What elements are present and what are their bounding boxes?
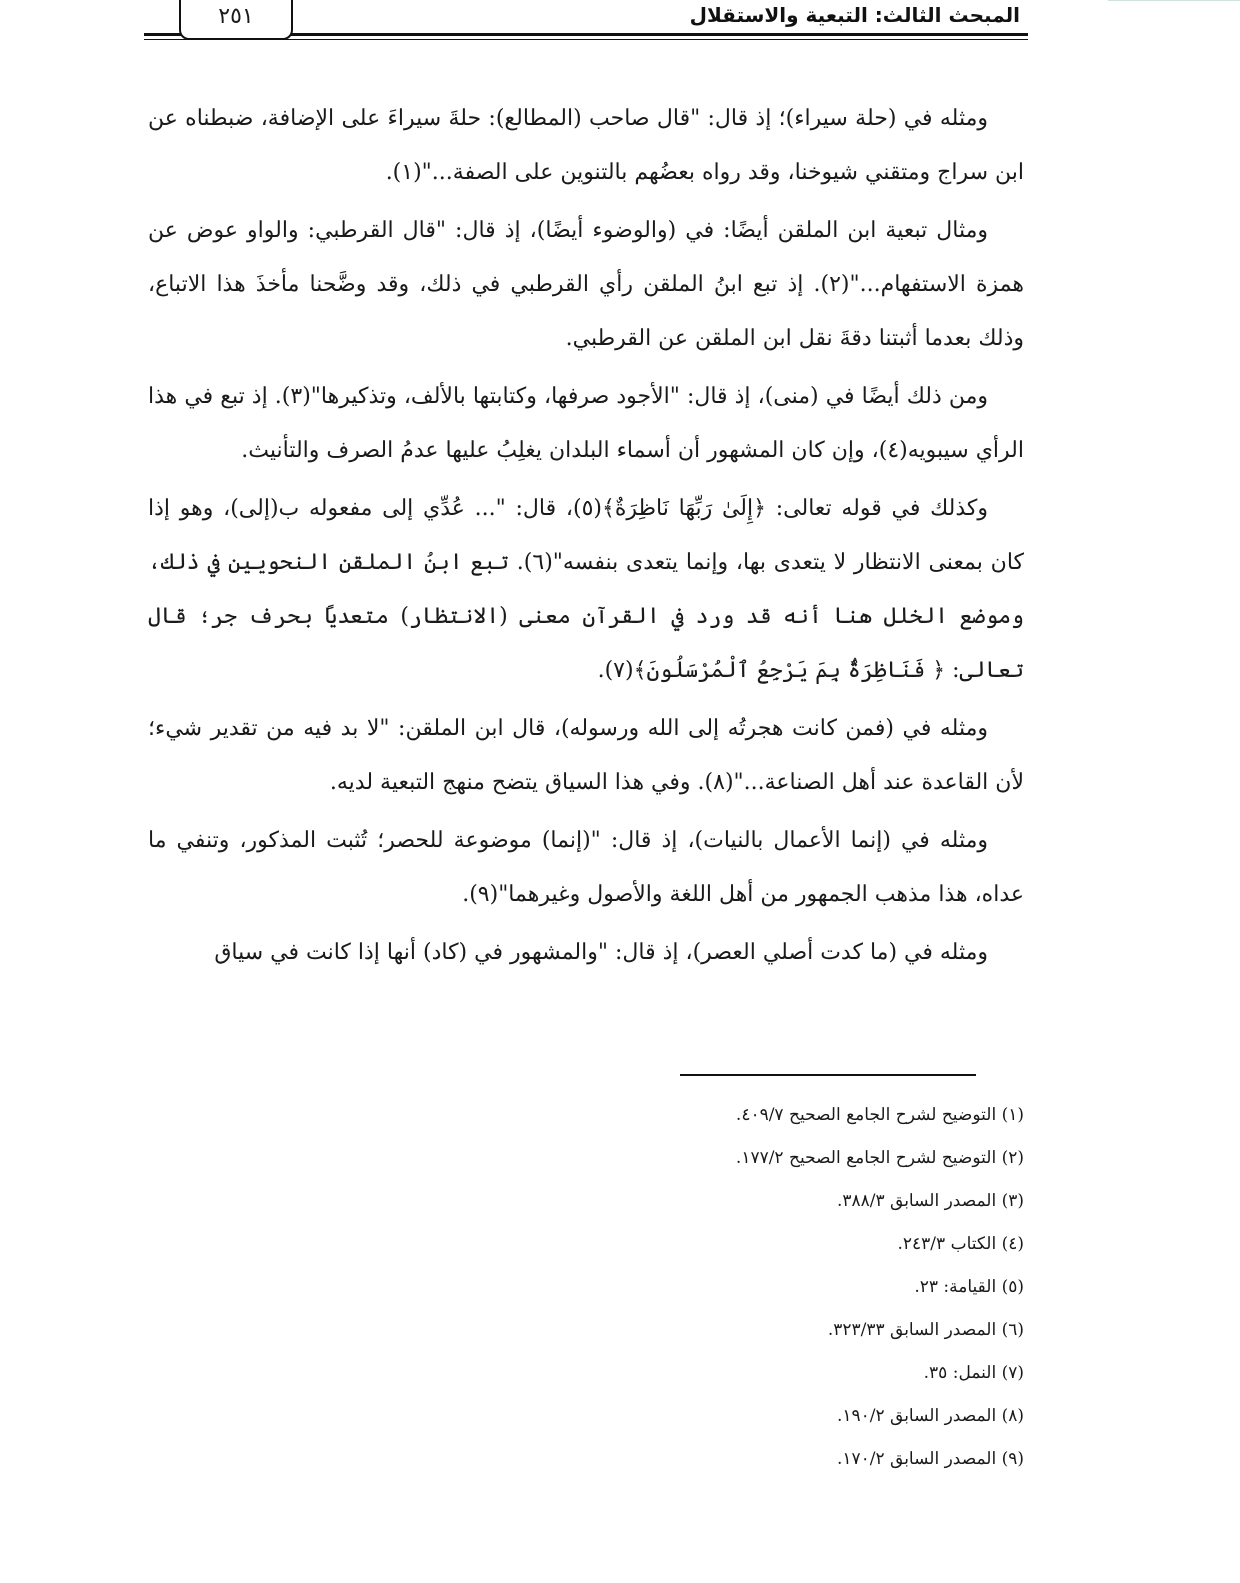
- paragraph: ومثله في (إنما الأعمال بالنيات)، إذ قال: "(إنما) موضوعة للحصر؛ تُثبت المذكور، وتنفي ما عداه، هذا مذهب الجمهور من أهل اللغة والأصول وغيرهما"(٩).: [148, 828, 1024, 907]
- footnote-separator: [680, 1074, 976, 1076]
- footnote: (٤) الكتاب ٢٤٣/٣.: [897, 1234, 1024, 1254]
- paragraph: ومثله في (حلة سيراء)؛ إذ قال: "قال صاحب (المطالع): حلةَ سيراءَ على الإضافة، ضبطناه عن ابن سراج ومتقني شيوخنا، وقد رواه بعضُهم بالتنوين على الصفة..."(١).: [148, 106, 1024, 185]
- footnote: (٢) التوضيح لشرح الجامع الصحيح ١٧٧/٢.: [735, 1148, 1024, 1168]
- paragraph: ومثال تبعية ابن الملقن أيضًا: في (والوضوء أيضًا)، إذ قال: "قال القرطبي: والواو عوض عن همزة الاستفهام..."(٢). إذ تبع ابنُ الملقن رأي القرطبي في ذلك، وقد وضَّحنا مأخذَ هذا الاتباع، وذلك بعدما أثبتنا دقةَ نقل ابن الملقن عن القرطبي.: [148, 218, 1024, 351]
- corner-mark: [1108, 0, 1240, 7]
- page-header: [144, 0, 1028, 46]
- footnote: (٩) المصدر السابق ١٧٠/٢.: [836, 1449, 1024, 1469]
- paragraph: وكذلك في قوله تعالى: ﴿إِلَىٰ رَبِّهَا نَاظِرَةٌ﴾(٥)، قال: "... عُدِّي إلى مفعوله ب(إلى)، وهو إذا كان بمعنى الانتظار لا يتعدى بها، وإنما يتعدى بنفسه"(٦). تبع ابنُ الملقن النحويين في ذلك، وموضع الخلل هنا أنه قد ورد في القرآن معنى (الانتظار) متعديًا بحرف جر؛ قال تعالى: ﴿ فَنَاظِرَةٌۢ بِمَ يَرْجِعُ ٱلْمُرْسَلُونَ﴾(٧).: [148, 496, 1024, 683]
- footnote: (٦) المصدر السابق ٣٢٣/٣٣.: [827, 1320, 1024, 1340]
- footnote: (٣) المصدر السابق ٣٨٨/٣.: [836, 1191, 1024, 1211]
- footnote: (١) التوضيح لشرح الجامع الصحيح ٤٠٩/٧.: [735, 1105, 1024, 1125]
- section-title: المبحث الثالث: التبعية والاستقلال: [689, 3, 1020, 27]
- footnote: (٥) القيامة: ٢٣.: [914, 1277, 1024, 1297]
- body-text: [148, 92, 1024, 984]
- paragraph: ومن ذلك أيضًا في (منى)، إذ قال: "الأجود صرفها، وكتابتها بالألف، وتذكيرها"(٣). إذ تبع في هذا الرأي سيبويه(٤)، وإن كان المشهور أن أسماء البلدان يغلِبُ عليها عدمُ الصرف والتأنيث.: [148, 384, 1024, 463]
- footnotes: [524, 1094, 1024, 1481]
- footnote: (٧) النمل: ٣٥.: [923, 1363, 1024, 1383]
- paragraph: ومثله في (ما كدت أصلي العصر)، إذ قال: "والمشهور في (كاد) أنها إذا كانت في سياق: [214, 940, 988, 965]
- page-number: ٢٥١: [179, 0, 293, 40]
- footnote: (٨) المصدر السابق ١٩٠/٢.: [836, 1406, 1024, 1426]
- paragraph: ومثله في (فمن كانت هجرتُه إلى الله ورسوله)، قال ابن الملقن: "لا بد فيه من تقدير شيء؛ لأن القاعدة عند أهل الصناعة..."(٨). وفي هذا السياق يتضح منهج التبعية لديه.: [148, 716, 1024, 795]
